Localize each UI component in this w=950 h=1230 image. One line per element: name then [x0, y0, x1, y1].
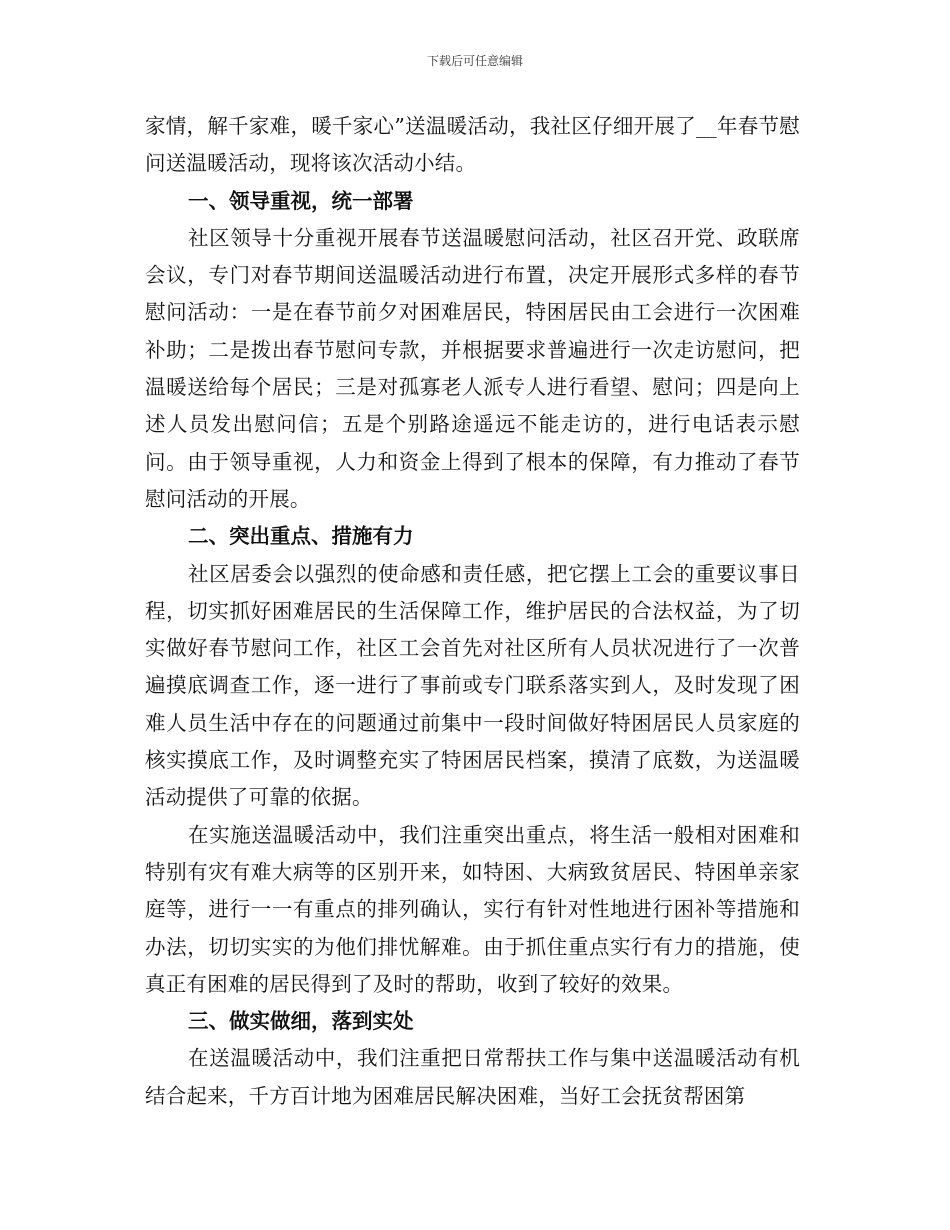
section-heading-3: 三、做实做细，落到实处	[188, 1009, 414, 1034]
paragraph-section-3: 在送温暖活动中，我们注重把日常帮扶工作与集中送温暖活动有机结合起来，千方百计地为困难居民解决困难，当好工会抚贫帮困第	[145, 1046, 800, 1108]
section-heading-2: 二、突出重点、措施有力	[188, 524, 414, 549]
section-heading-1: 一、领导重视，统一部署	[188, 188, 414, 213]
page-header-note: 下载后可任意编辑	[426, 54, 523, 68]
paragraph-section-2b: 在实施送温暖活动中，我们注重突出重点，将生活一般相对困难和特别有灾有难大病等的区别开来，如特困、大病致贫居民、特困单亲家庭等，进行一一有重点的排列确认，实行有针对性地进行困补等措施和办法，切切实实的为他们排忧解难。由于抓住重点实行有力的措施，使真正有困难的居民得到了及时的帮助，收到了较好的效果。	[145, 822, 800, 996]
paragraph-section-2a: 社区居委会以强烈的使命感和责任感，把它摆上工会的重要议事日程，切实抓好困难居民的生活保障工作，维护居民的合法权益，为了切实做好春节慰问工作，社区工会首先对社区所有人员状况进行了一次普遍摸底调查工作，逐一进行了事前或专门联系落实到人，及时发现了困难人员生活中存在的问题通过前集中一段时间做好特困居民人员家庭的核实摸底工作，及时调整充实了特困居民档案，摸清了底数，为送温暖活动提供了可靠的依据。	[145, 561, 800, 810]
paragraph-section-1: 社区领导十分重视开展春节送温暖慰问活动，社区召开党、政联席会议，专门对春节期间送温暖活动进行布置，决定开展形式多样的春节慰问活动：一是在春节前夕对困难居民，特困居民由工会进行一次困难补助；二是拨出春节慰问专款，并根据要求普遍进行一次走访慰问，把温暖送给每个居民；三是对孤寡老人派专人进行看望、慰问；四是向上述人员发出慰问信；五是个别路途遥远不能走访的，进行电话表示慰问。由于领导重视，人力和资金上得到了根本的保障，有力推动了春节慰问活动的开展。	[145, 225, 800, 511]
paragraph-intro: 家情，解千家难，暖千家心”送温暖活动，我社区仔细开展了__年春节慰问送温暖活动，现将该次活动小结。	[145, 114, 800, 176]
document-body	[145, 108, 800, 1115]
